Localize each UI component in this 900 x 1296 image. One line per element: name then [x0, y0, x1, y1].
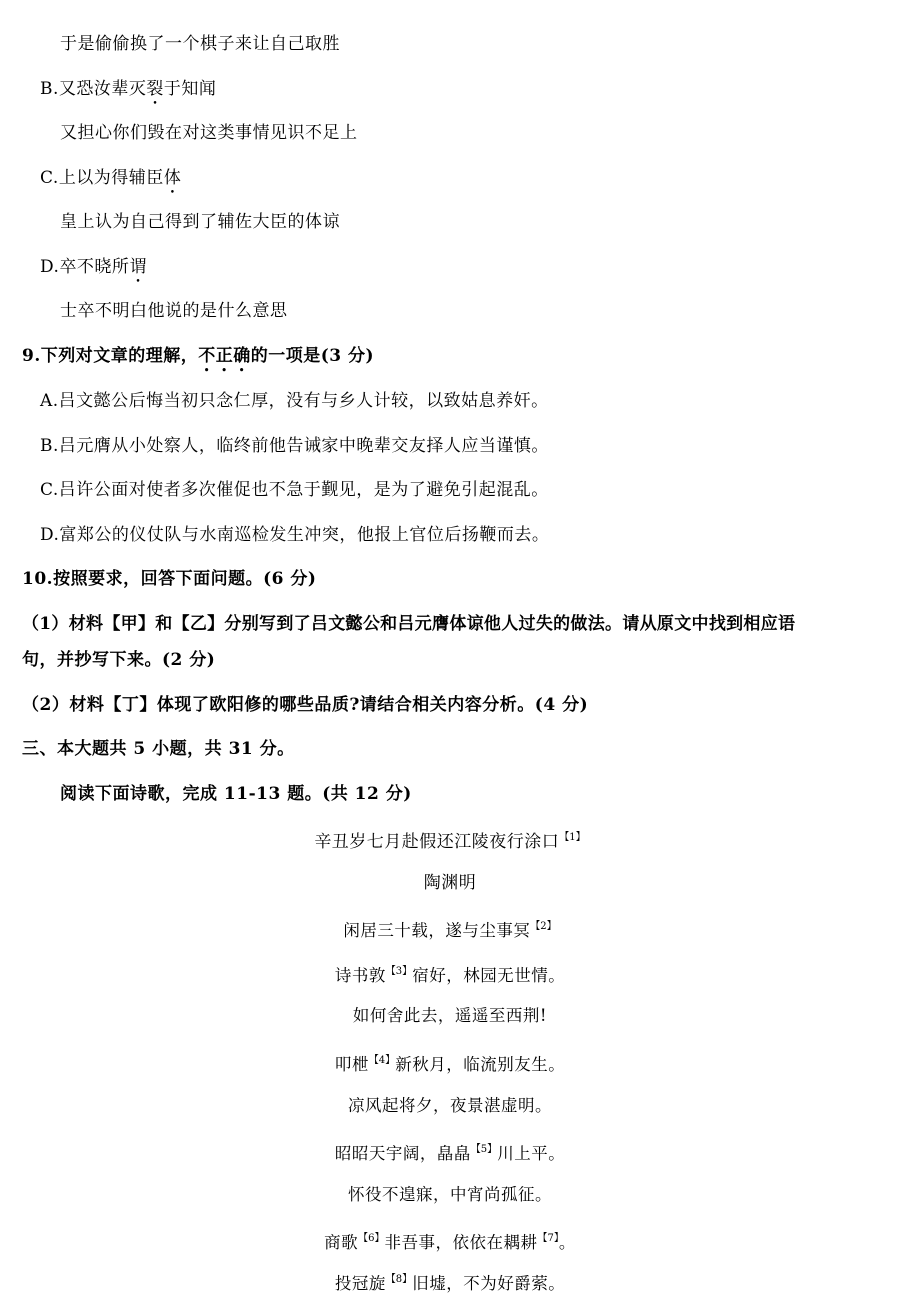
- poem-text: 。: [558, 1233, 576, 1252]
- poem-line: 怀役不遑寐，中宵尚孤征。: [348, 1185, 552, 1204]
- poem-line: [0, 1049, 900, 1077]
- option-label: D.: [40, 257, 60, 277]
- poem-line: [0, 1138, 900, 1166]
- emphasized-char: 裂: [146, 79, 164, 99]
- option-d: [40, 255, 147, 287]
- footnote-marker: 【5】: [470, 1144, 498, 1155]
- poem-text: 旧墟，不为好爵萦。: [412, 1274, 566, 1293]
- q9-option-a: A.吕文懿公后悔当初只念仁厚，没有与乡人计较，以致姑息养奸。: [40, 391, 549, 411]
- q9-option-c: C.吕许公面对使者多次催促也不急于觐见，是为了避免引起混乱。: [40, 480, 549, 500]
- footnote-marker: 【7】: [537, 1233, 559, 1244]
- poem-line: [0, 1268, 900, 1296]
- emphasized-char: 谓: [129, 257, 147, 277]
- option-b: [40, 77, 216, 109]
- question-text: 的一项是(3 分): [250, 346, 375, 366]
- option-text: 于知闻: [163, 79, 217, 99]
- option-label: C.: [40, 168, 59, 188]
- question-text: 9.下列对文章的理解，: [22, 346, 199, 366]
- poem-text: 诗书敦: [334, 966, 386, 985]
- poem-text: 叩枻: [334, 1055, 369, 1074]
- emphasized-char: 体: [163, 168, 182, 188]
- poem-line: [0, 915, 900, 943]
- poem-text: 非吾事，依依在耦耕: [384, 1233, 538, 1252]
- footnote-marker: 【4】: [368, 1055, 396, 1066]
- option-text: 上以为得辅臣: [58, 168, 164, 188]
- poem-author: 陶渊明: [423, 873, 477, 893]
- poem-text: 宿好，林园无世情。: [412, 966, 566, 985]
- poem-line: [0, 1227, 900, 1255]
- reading-instruction: 阅读下面诗歌，完成 11-13 题。(共 12 分): [60, 784, 412, 804]
- emphasized-text: 不正确: [198, 346, 251, 366]
- q9-option-d: D.富郑公的仪仗队与水南巡检发生冲突，他报上官位后扬鞭而去。: [40, 525, 550, 545]
- poem-text: 闲居三十载，遂与尘事冥: [343, 921, 531, 940]
- footnote-marker: 【6】: [358, 1233, 385, 1244]
- option-c: [40, 166, 181, 198]
- question-10-part-1: （1）材料【甲】和【乙】分别写到了吕文懿公和吕元膺体谅他人过失的做法。请从原文中找到相应语: [22, 614, 796, 634]
- footnote-marker: 【1】: [559, 832, 586, 843]
- poem-text: 新秋月，临流别友生。: [395, 1055, 566, 1074]
- question-9: [22, 344, 374, 376]
- poem-text: 商歌: [324, 1233, 359, 1252]
- question-10-part-1-cont: 句，并抄写下来。(2 分): [22, 650, 216, 670]
- q9-option-b: B.吕元膺从小处察人，临终前他告诫家中晚辈交友择人应当谨慎。: [40, 436, 549, 456]
- option-label: B.: [40, 79, 59, 99]
- poem-line: 如何舍此去，遥遥至西荆!: [352, 1006, 548, 1025]
- poem-text: 川上平。: [497, 1144, 566, 1163]
- poem-line: 凉风起将夕，夜景湛虚明。: [348, 1096, 552, 1115]
- translation-d: 士卒不明白他说的是什么意思: [60, 301, 288, 321]
- poem-title: [0, 826, 900, 854]
- poem-text: 投冠旋: [334, 1274, 386, 1293]
- option-text: 卒不晓所: [59, 257, 130, 277]
- translation-a: 于是偷偷换了一个棋子来让自己取胜: [60, 34, 340, 54]
- option-text: 又恐汝辈灭: [58, 79, 147, 99]
- translation-b: 又担心你们毁在对这类事情见识不足上: [60, 123, 358, 143]
- section-3-heading: 三、本大题共 5 小题，共 31 分。: [22, 739, 295, 759]
- question-10: 10.按照要求，回答下面问题。(6 分): [22, 569, 317, 589]
- poem-text: 昭昭天宇阔，皛皛: [334, 1144, 471, 1163]
- footnote-marker: 【3】: [385, 966, 413, 977]
- footnote-marker: 【2】: [530, 921, 557, 932]
- translation-c: 皇上认为自己得到了辅佐大臣的体谅: [60, 212, 340, 232]
- footnote-marker: 【8】: [385, 1274, 413, 1285]
- poem-title-text: 辛丑岁七月赴假还江陵夜行涂口: [314, 832, 560, 852]
- poem-line: [0, 960, 900, 988]
- question-10-part-2: （2）材料【丁】体现了欧阳修的哪些品质?请结合相关内容分析。(4 分): [22, 695, 589, 715]
